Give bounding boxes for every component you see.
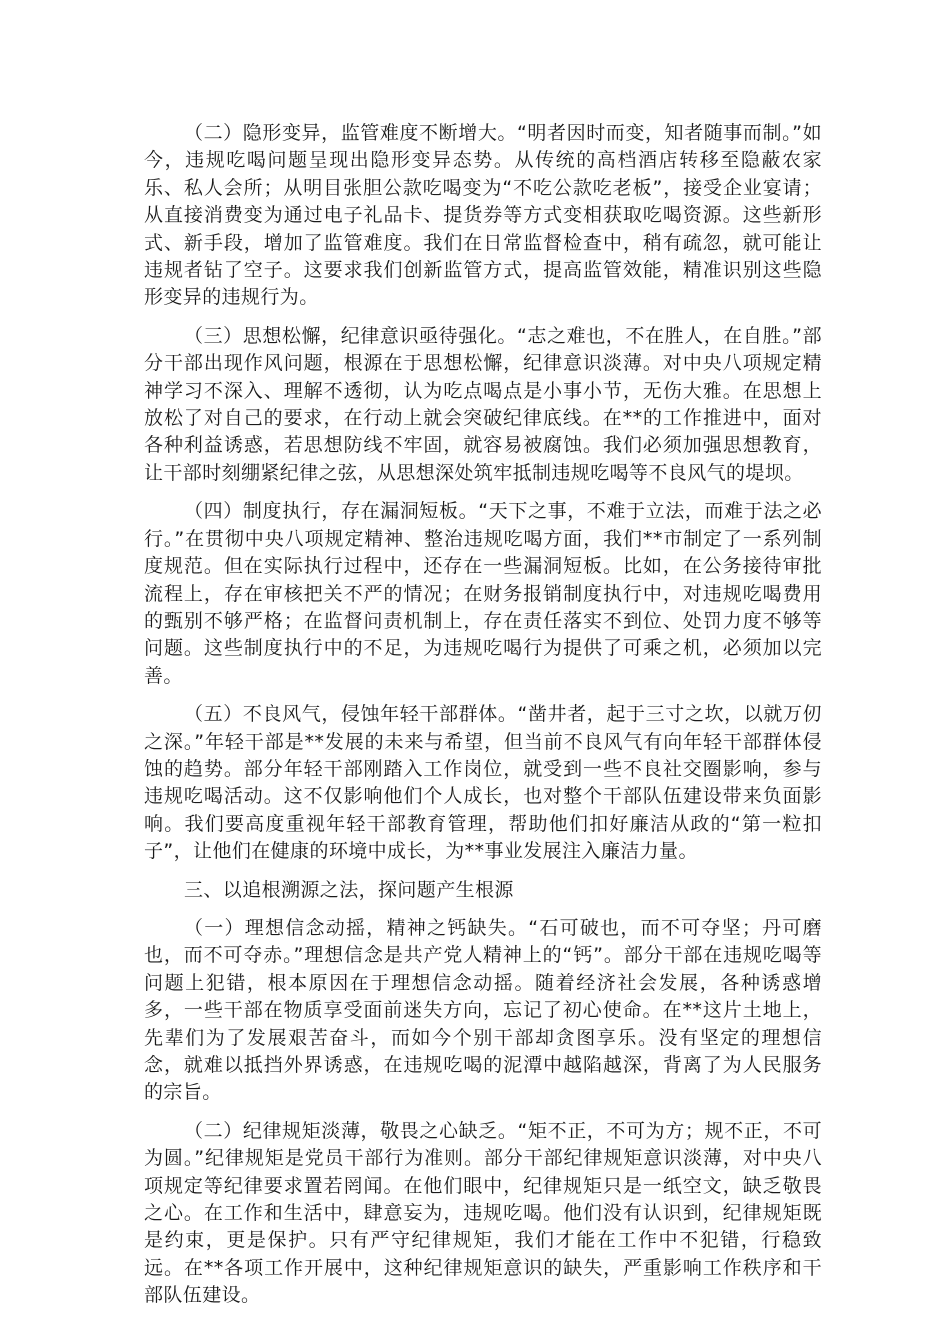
paragraph-system-execution: （四）制度执行，存在漏洞短板。“天下之事，不难于立法，而难于法之必行。”在贯彻中央八项规定精神、整治违规吃喝方面，我们**市制定了一系列制度规范。但在实际执行过程中，还存在一些漏洞短板。比如，在公务接待审批流程上，存在审核把关不严的情况；在财务报销制度执行中，对违规吃喝费用的甄别不够严格；在监督问责机制上，存在责任落实不到位、处罚力度不够等问题。这些制度执行中的不足，为违规吃喝行为提供了可乘之机，必须加以完善。 <box>144 500 822 687</box>
paragraph-young-cadres: （五）不良风气，侵蚀年轻干部群体。“凿井者，起于三寸之坎，以就万仞之深。”年轻干部是**发展的未来与希望，但当前不良风气有向年轻干部群体侵蚀的趋势。部分年轻干部刚踏入工作岗位，就受到一些不良社交圈影响，参与违规吃喝活动。这不仅影响他们个人成长，也对整个干部队伍建设带来负面影响。我们要高度重视年轻干部教育管理，帮助他们扣好廉洁从政的“第一粒扣子”，让他们在健康的环境中成长，为**事业发展注入廉洁力量。 <box>144 703 822 863</box>
paragraph-ideological-laxity: （三）思想松懈，纪律意识亟待强化。“志之难也，不在胜人，在自胜。”部分干部出现作风问题，根源在于思想松懈，纪律意识淡薄。对中央八项规定精神学习不深入、理解不透彻，认为吃点喝点是小事小节，无伤大雅。在思想上放松了对自己的要求，在行动上就会突破纪律底线。在**的工作推进中，面对各种利益诱惑，若思想防线不牢固，就容易被腐蚀。我们必须加强思想教育，让干部时刻绷紧纪律之弦，从思想深处筑牢抵制违规吃喝等不良风气的堤坝。 <box>144 324 822 484</box>
document-body <box>144 120 822 1321</box>
section-heading-root-causes: 三、以追根溯源之法，探问题产生根源 <box>184 878 514 901</box>
paragraph-discipline-rules: （二）纪律规矩淡薄，敬畏之心缺乏。“矩不正，不可为方；规不正，不可为圆。”纪律规矩是党员干部行为准则。部分干部纪律规矩意识淡薄，对中央八项规定等纪律要求置若罔闻。在他们眼中，纪律规矩只是一纸空文，缺乏敬畏之心。在工作和生活中，肆意妄为，违规吃喝。他们没有认识到，纪律规矩既是约束，更是保护。只有严守纪律规矩，我们才能在工作中不犯错，行稳致远。在**各项工作开展中，这种纪律规矩意识的缺失，严重影响工作秩序和干部队伍建设。 <box>144 1119 822 1307</box>
paragraph-hidden-variation: （二）隐形变异，监管难度不断增大。“明者因时而变，知者随事而制。”如今，违规吃喝问题呈现出隐形变异态势。从传统的高档酒店转移至隐蔽农家乐、私人会所；从明目张胆公款吃喝变为“不吃公款吃老板”，接受企业宴请；从直接消费变为通过电子礼品卡、提货券等方式变相获取吃喝资源。这些新形式、新手段，增加了监管难度。我们在日常监督检查中，稍有疏忽，就可能让违规者钻了空子。这要求我们创新监管方式，提高监管效能，精准识别这些隐形变异的违规行为。 <box>144 122 822 309</box>
paragraph-ideals-belief: （一）理想信念动摇，精神之钙缺失。“石可破也，而不可夺坚；丹可磨也，而不可夺赤。”理想信念是共产党人精神上的“钙”。部分干部在违规吃喝等问题上犯错，根本原因在于理想信念动摇。随着经济社会发展，各种诱惑增多，一些干部在物质享受面前迷失方向，忘记了初心使命。在**这片土地上，先辈们为了发展艰苦奋斗，而如今个别干部却贪图享乐。没有坚定的理想信念，就难以抵挡外界诱惑，在违规吃喝的泥潭中越陷越深，背离了为人民服务的宗旨。 <box>144 916 822 1104</box>
